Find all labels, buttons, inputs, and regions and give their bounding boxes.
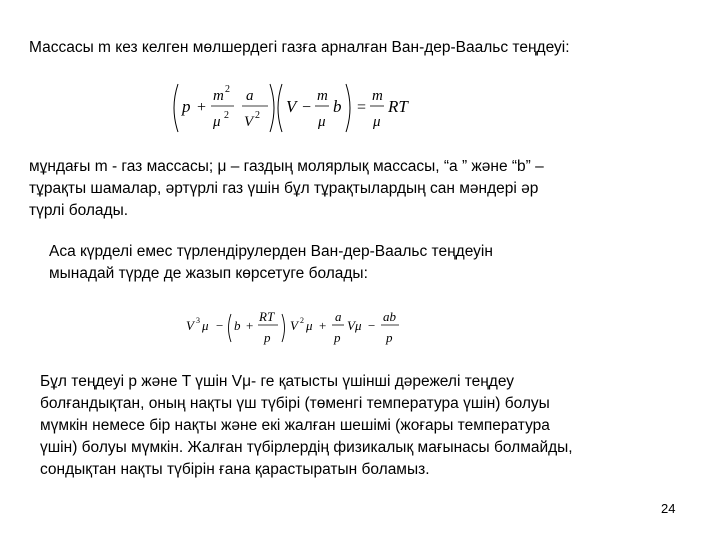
eq1-V: V — [286, 97, 297, 116]
explanation-line: түрлі болады. — [29, 202, 129, 219]
eq1-RT: RT — [388, 97, 408, 116]
eq2-a: a — [335, 309, 342, 324]
eq2-b: b — [234, 318, 241, 333]
eq1-mu: μ — [373, 114, 381, 130]
eq1-plus: + — [197, 99, 207, 116]
eq1-b: b — [333, 97, 342, 116]
conclusion-line: сондықтан нақты түбірін ғана қарастыратын боламыз. — [40, 461, 430, 478]
eq2-plus: + — [246, 318, 254, 333]
eq1-exp: 2 — [255, 110, 260, 121]
eq2-exp: 2 — [300, 316, 304, 325]
van-der-waals-equation — [168, 78, 428, 140]
eq2-Vmu: Vμ — [347, 318, 362, 333]
eq2-mu: μ — [202, 318, 209, 333]
eq1-m: m — [213, 88, 224, 104]
transform-line: мынадай түрде де жазып көрсетуге болады: — [49, 265, 368, 282]
conclusion-line: үшін) болуы мүмкін. Жалған түбірлердің физикалық мағынасы болмайды, — [40, 439, 573, 456]
eq1-V: V — [244, 114, 254, 130]
eq2-ab: ab — [383, 309, 396, 324]
conclusion-line: болғандықтан, оның нақты үш түбірі (төменгі температура үшін) болуы — [40, 395, 550, 412]
cubic-equation — [184, 304, 424, 356]
eq2-V: V — [290, 318, 298, 333]
eq2-V: V — [186, 318, 194, 333]
conclusion-line: Бұл теңдеуі p және T үшін Vμ- ге қатысты үшінші дәрежелі теңдеу — [40, 373, 515, 390]
conclusion-line: мүмкін немесе бір нақты және екі жалған шешімі (жоғары температура — [40, 417, 550, 434]
eq1-a: a — [246, 88, 254, 104]
eq2-p: p — [264, 330, 271, 345]
eq1-exp: 2 — [225, 84, 230, 95]
eq2-p: p — [334, 330, 341, 345]
intro-text: Массасы m кез келген мөлшердегі газға арналған Ван-дер-Ваальс теңдеуі: — [29, 39, 570, 56]
explanation-line: мұндағы m - газ массасы; μ – газдың молярлық массасы, “a ” және “b” – — [29, 158, 544, 175]
eq1-minus: − — [302, 99, 312, 116]
eq1-m: m — [317, 88, 328, 104]
eq2-p: p — [386, 330, 393, 345]
page-number: 24 — [661, 501, 676, 516]
eq2-RT: RT — [259, 309, 275, 324]
eq1-mu: μ — [318, 114, 326, 130]
eq1-m: m — [372, 88, 383, 104]
eq1-exp: 2 — [224, 110, 229, 121]
eq2-minus: − — [216, 318, 224, 333]
explanation-line: тұрақты шамалар, әртүрлі газ үшін бұл тұрақтылардың сан мәндері әр — [29, 180, 539, 197]
eq2-minus: − — [368, 318, 376, 333]
transform-line: Аса күрделі емес түрлендірулерден Ван-дер-Ваальс теңдеуін — [49, 243, 493, 260]
eq1-equals: = — [357, 99, 367, 116]
eq2-plus: + — [319, 318, 327, 333]
eq1-mu: μ — [213, 114, 221, 130]
eq2-exp: 3 — [196, 316, 200, 325]
eq1-p: p — [182, 97, 191, 116]
eq2-mu: μ — [306, 318, 313, 333]
